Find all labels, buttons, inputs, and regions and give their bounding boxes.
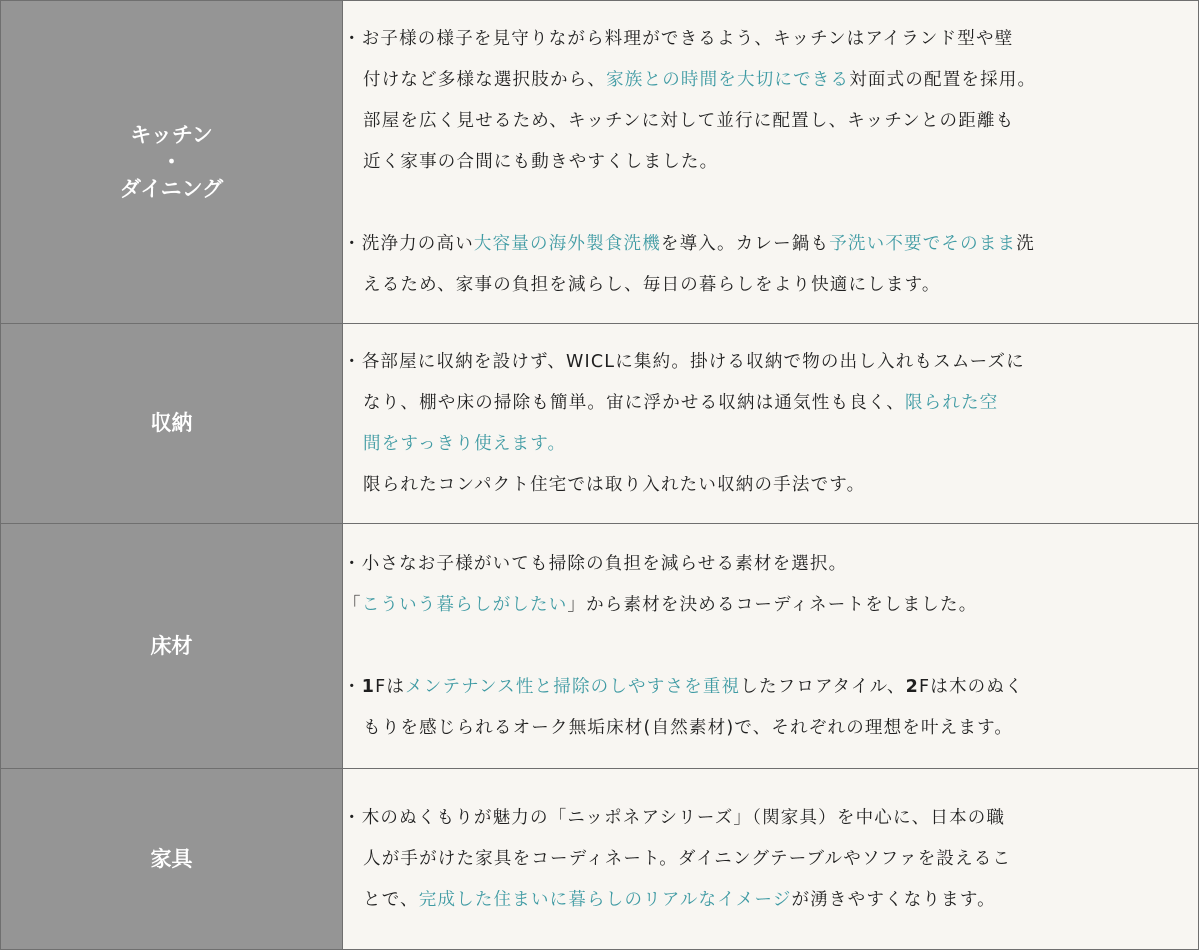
text-line	[343, 101, 1198, 142]
text-segment: Fは	[375, 676, 406, 697]
text-segment: 「	[343, 594, 362, 615]
paragraph	[343, 544, 1198, 626]
row-content	[343, 769, 1199, 950]
highlight-text: 予洗い不要でそのまま	[829, 233, 1017, 254]
paragraph-gap	[343, 626, 1198, 667]
text-segment: 近く家事の合間にも動きやすくしました。	[363, 151, 719, 172]
table-row	[1, 769, 1199, 950]
text-segment: 洗	[1016, 233, 1035, 254]
text-segment: ・	[343, 676, 362, 697]
text-segment: なり、棚や床の掃除も簡単。宙に浮かせる収納は通気性も良く、	[363, 392, 905, 413]
table-row	[1, 1, 1199, 324]
row-label-line: 家具	[150, 846, 193, 871]
text-line	[343, 424, 1198, 465]
row-label	[1, 324, 343, 524]
text-line	[343, 60, 1198, 101]
highlight-text: 完成した住まいに暮らしのリアルなイメージ	[418, 889, 792, 910]
text-segment: とで、	[363, 889, 419, 910]
text-segment: 付けなど多様な選択肢から、	[363, 69, 607, 90]
floor-number: 2	[905, 676, 919, 697]
highlight-text: 限られた空	[904, 392, 999, 413]
text-line	[343, 585, 1198, 626]
highlight-text: こういう暮らしがしたい	[361, 594, 568, 615]
paragraph	[343, 19, 1198, 183]
text-line	[343, 544, 1198, 585]
text-line	[343, 880, 1198, 921]
table-row	[1, 524, 1199, 769]
paragraph-gap	[343, 183, 1198, 224]
text-segment: ・小さなお子様がいても掃除の負担を減らせる素材を選択。	[343, 553, 848, 574]
row-label	[1, 1, 343, 324]
highlight-text: 間をすっきり使えます。	[363, 433, 567, 454]
row-label-line: ・	[161, 149, 182, 174]
text-segment: 」から素材を決めるコーディネートをしました。	[567, 594, 978, 615]
row-label-line: ダイニング	[119, 176, 224, 201]
table-row	[1, 324, 1199, 524]
row-label	[1, 769, 343, 950]
paragraph	[343, 224, 1198, 306]
text-line	[343, 383, 1198, 424]
text-segment: ・お子様の様子を見守りながら料理ができるよう、キッチンはアイランド型や壁	[343, 28, 1014, 49]
text-line	[343, 265, 1198, 306]
paragraph	[343, 798, 1198, 921]
text-line	[343, 839, 1198, 880]
highlight-text: メンテナンス性と掃除のしやすさを重視	[405, 676, 741, 697]
text-segment: 対面式の配置を採用。	[849, 69, 1037, 90]
table-body	[1, 1, 1199, 950]
row-label-line: キッチン	[130, 122, 213, 147]
text-segment: を導入。カレー鍋も	[660, 233, 830, 254]
highlight-text: 大容量の海外製食洗機	[473, 233, 661, 254]
text-line	[343, 798, 1198, 839]
text-line	[343, 342, 1198, 383]
text-segment: えるため、家事の負担を減らし、毎日の暮らしをより快適にします。	[363, 274, 941, 295]
paragraph	[343, 342, 1198, 506]
text-segment: したフロアタイル、	[740, 676, 906, 697]
row-content	[343, 1, 1199, 324]
text-segment: が湧きやすくなります。	[791, 889, 996, 910]
text-line	[343, 142, 1198, 183]
text-line	[343, 224, 1198, 265]
text-segment: 部屋を広く見せるため、キッチンに対して並行に配置し、キッチンとの距離も	[363, 110, 1015, 131]
floor-number: 1	[361, 676, 376, 697]
row-label-line: 収納	[150, 411, 193, 435]
text-segment: 限られたコンパクト住宅では取り入れたい収納の手法です。	[363, 474, 866, 495]
highlight-text: 家族との時間を大切にできる	[606, 69, 850, 90]
row-content	[343, 524, 1199, 769]
text-segment: ・洗浄力の高い	[343, 233, 474, 254]
row-label	[1, 524, 343, 769]
text-line	[343, 667, 1198, 708]
text-segment: もりを感じられるオーク無垢床材(自然素材)で、それぞれの理想を叶えます。	[363, 717, 1014, 738]
row-label-line: 床材	[150, 633, 193, 658]
paragraph	[343, 667, 1198, 749]
text-segment: 人が手がけた家具をコーディネート。ダイニングテーブルやソファを設えるこ	[363, 848, 1012, 869]
text-line	[343, 19, 1198, 60]
text-segment: ・各部屋に収納を設けず、WICLに集約。掛ける収納で物の出し入れもスムーズに	[343, 351, 1025, 372]
text-line	[343, 708, 1198, 749]
text-segment: ・木のぬくもりが魅力の「ニッポネアシリーズ」（関家具）を中心に、日本の職	[343, 807, 1006, 828]
text-line	[343, 465, 1198, 506]
text-segment: Fは木のぬく	[918, 676, 1024, 697]
row-content	[343, 324, 1199, 524]
